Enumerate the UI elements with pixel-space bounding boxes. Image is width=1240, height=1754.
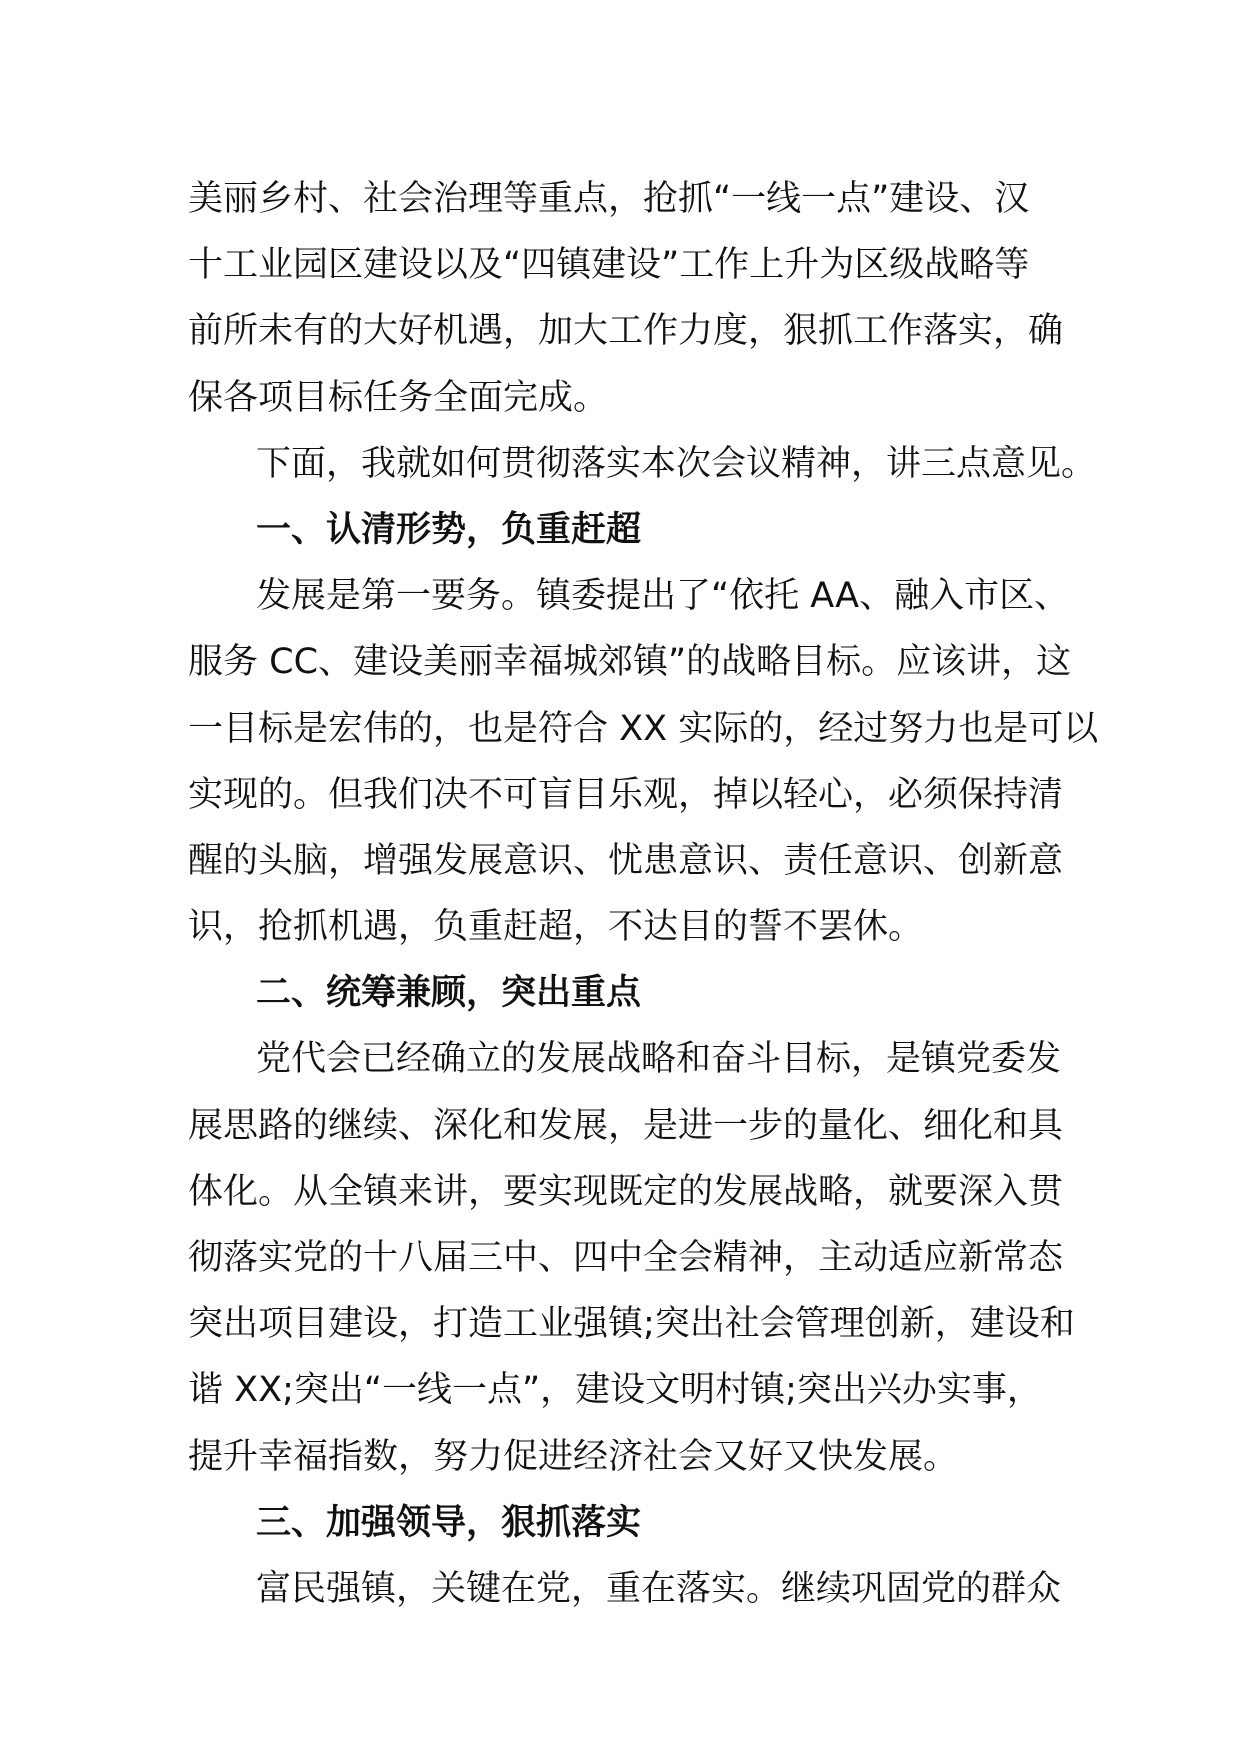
- section-heading-1: 一、认清形势，负重赶超: [256, 509, 642, 550]
- text-line: 服务 CC、建设美丽幸福城郊镇”的战略目标。应该讲，这: [188, 642, 1072, 683]
- paragraph-first-line: 发展是第一要务。镇委提出了“依托 AA、融入市区、: [256, 576, 1070, 617]
- paragraph-first-line: 下面，我就如何贯彻落实本次会议精神，讲三点意见。: [256, 443, 1097, 484]
- text-line: 突出项目建设，打造工业强镇;突出社会管理创新，建设和: [188, 1304, 1075, 1345]
- text-line: 实现的。但我们决不可盲目乐观，掉以轻心，必须保持清: [188, 774, 1064, 815]
- section-heading-2: 二、统筹兼顾，突出重点: [256, 973, 642, 1014]
- text-line: 谐 XX;突出“一线一点”，建设文明村镇;突出兴办实事，: [188, 1370, 1042, 1411]
- text-line: 提升幸福指数，努力促进经济社会又好又快发展。: [188, 1436, 959, 1477]
- text-line: 展思路的继续、深化和发展，是进一步的量化、细化和具: [188, 1105, 1064, 1146]
- body-text: [188, 166, 1099, 1622]
- text-line: 前所未有的大好机遇，加大工作力度，狠抓工作落实，确: [188, 311, 1064, 352]
- paragraph-first-line: 党代会已经确立的发展战略和奋斗目标，是镇党委发: [256, 1039, 1062, 1080]
- text-line: 醒的头脑，增强发展意识、忧患意识、责任意识、创新意: [188, 840, 1064, 881]
- text-line: 识，抢抓机遇，负重赶超，不达目的誓不罢休。: [188, 907, 924, 948]
- text-line: 彻落实党的十八届三中、四中全会精神，主动适应新常态: [188, 1238, 1064, 1278]
- paragraph-first-line: 富民强镇，关键在党，重在落实。继续巩固党的群众: [256, 1568, 1062, 1609]
- section-heading-3: 三、加强领导，狠抓落实: [256, 1502, 642, 1543]
- text-line: 十工业园区建设以及“四镇建设”工作上升为区级战略等: [188, 245, 1030, 286]
- text-line: 一目标是宏伟的，也是符合 XX 实际的，经过努力也是可以: [188, 708, 1099, 749]
- text-line: 美丽乡村、社会治理等重点，抢抓“一线一点”建设、汉: [188, 179, 1030, 219]
- text-line: 体化。从全镇来讲，要实现既定的发展战略，就要深入贯: [188, 1171, 1064, 1212]
- text-line: 保各项目标任务全面完成。: [188, 377, 609, 418]
